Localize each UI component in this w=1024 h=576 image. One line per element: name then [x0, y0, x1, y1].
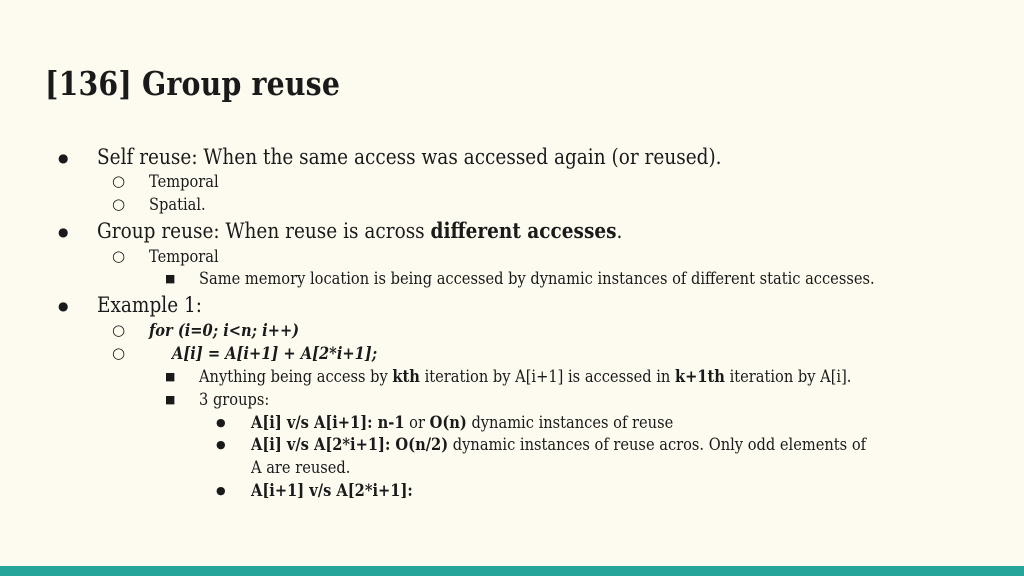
- group-reuse-detail: Same memory location is being accessed by dynamic instances of different static accesses.: [199, 269, 875, 289]
- code-line-for: for (i=0; i<n; i++): [149, 321, 300, 341]
- bullet-dot: ●: [216, 416, 226, 429]
- self-reuse-spatial: Spatial.: [149, 195, 206, 215]
- bullet-circle: ○: [112, 321, 126, 339]
- code-line-assign: A[i] = A[i+1] + A[2*i+1];: [172, 344, 378, 364]
- bullet-dot: ●: [58, 151, 69, 165]
- group-reuse-temporal: Temporal: [149, 247, 219, 267]
- group-item-3: A[i+1] v/s A[2*i+1]:: [251, 481, 413, 501]
- bullet-dot: ●: [58, 225, 69, 239]
- group-item-1: A[i] v/s A[i+1]: n-1 or O(n) dynamic instances of reuse: [251, 413, 674, 433]
- bullet-circle: ○: [112, 344, 126, 362]
- bottom-accent-bar: [0, 566, 1024, 576]
- bullet-square: ■: [165, 370, 176, 383]
- bullet-square: ■: [165, 393, 176, 406]
- group-item-2-continued: A are reused.: [251, 458, 351, 478]
- groups-label: 3 groups:: [199, 390, 270, 410]
- bullet-circle: ○: [112, 247, 126, 265]
- group-reuse-text: Group reuse: When reuse is across different accesses.: [97, 218, 623, 243]
- bullet-dot: ●: [216, 484, 226, 497]
- self-reuse-text: Self reuse: When the same access was accessed again (or reused).: [97, 145, 722, 169]
- slide-title: [136] Group reuse: [45, 64, 341, 103]
- bullet-circle: ○: [112, 195, 126, 213]
- bullet-circle: ○: [112, 172, 126, 190]
- self-reuse-temporal: Temporal: [149, 172, 219, 192]
- group-item-2: A[i] v/s A[2*i+1]: O(n/2) dynamic instances of reuse acros. Only odd elements of: [251, 435, 867, 455]
- reuse-note: Anything being access by kth iteration by A[i+1] is accessed in k+1th iteration by A[i].: [199, 367, 852, 387]
- different-accesses-emphasis: different accesses: [430, 218, 617, 243]
- bullet-square: ■: [165, 272, 176, 285]
- bullet-dot: ●: [58, 299, 69, 313]
- example-label: Example 1:: [97, 293, 202, 317]
- bullet-dot: ●: [216, 438, 226, 451]
